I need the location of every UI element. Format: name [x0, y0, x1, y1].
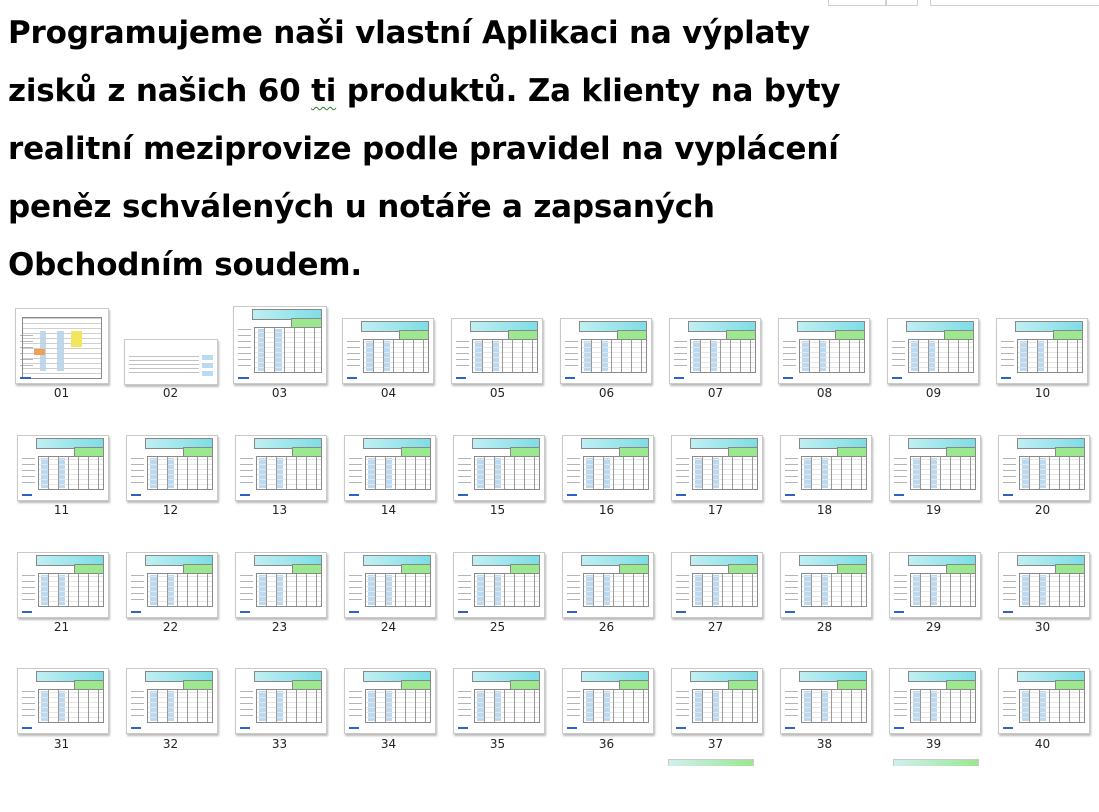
sheet-tbl: [583, 689, 650, 723]
sheet-rowlbl: [131, 575, 145, 605]
sheet-rowlbl: [785, 691, 799, 721]
sheet-rowlbl: [1001, 341, 1015, 371]
thumbnail-label: 24: [380, 620, 397, 634]
sheet-tbl: [254, 327, 322, 373]
sheet-rowlbl: [458, 575, 472, 605]
sheet-foot: [22, 727, 33, 729]
sheet-preview: [126, 435, 218, 501]
sheet-foot: [458, 727, 469, 729]
sheet-rowlbl: [565, 341, 579, 371]
sheet-foot: [20, 377, 31, 379]
sheet-preview: [344, 668, 436, 734]
sheet-tbl: [692, 689, 759, 723]
sheet-foot: [240, 494, 251, 496]
sheet-preview: [998, 435, 1090, 501]
sheet-preview: [342, 318, 434, 384]
sheet-preview: [780, 435, 872, 501]
sheet-tbl: [22, 317, 103, 379]
sheet-preview: [887, 318, 979, 384]
sheet-side: [202, 354, 213, 376]
sheet-rowlbl: [1003, 458, 1017, 488]
thumbnail-label: 01: [53, 386, 70, 400]
heading-line: realitní meziprovize podle pravidel na vyplácení: [8, 131, 839, 167]
sheet-rowlbl: [347, 341, 361, 371]
sheet-preview: [17, 435, 109, 501]
thumbnail-label: 16: [598, 503, 615, 517]
heading-line: peněz schválených u notáře a zapsaných: [8, 189, 715, 225]
sheet-tbl: [1019, 573, 1086, 607]
thumbnail-label: 30: [1034, 620, 1051, 634]
heading-line-part: zisků z našich 60: [8, 73, 312, 109]
sheet-tbl: [692, 573, 759, 607]
sheet-preview: [671, 552, 763, 618]
thumbnail-label: 13: [271, 503, 288, 517]
heading-line-part: produktů. Za klienty na byty: [336, 73, 841, 109]
sheet-rowlbl: [785, 575, 799, 605]
sheet-tbl: [801, 689, 868, 723]
sheet-foot: [458, 611, 469, 613]
sheet-tbl: [256, 456, 323, 490]
sheet-tbl: [365, 456, 432, 490]
sheet-rowlbl: [894, 575, 908, 605]
thumbnail-label: 36: [598, 737, 615, 751]
sheet-rowlbl: [456, 341, 470, 371]
sheet-rowlbl: [22, 691, 36, 721]
heading-line: Programujeme naši vlastní Aplikaci na výplaty: [8, 15, 810, 51]
sheet-rowlbl: [240, 575, 254, 605]
sheet-preview: [780, 552, 872, 618]
sheet-preview: [453, 435, 545, 501]
heading-line: Obchodním soudem.: [8, 247, 362, 283]
thumbnail-label: 08: [816, 386, 833, 400]
partial-thumbnail[interactable]: [893, 759, 979, 766]
sheet-rowlbl: [349, 458, 363, 488]
sheet-rowlbl: [676, 575, 690, 605]
sheet-tbl: [147, 689, 214, 723]
sheet-tbl: [129, 354, 199, 376]
thumbnail-label: 25: [489, 620, 506, 634]
sheet-foot: [676, 494, 687, 496]
sheet-foot: [458, 494, 469, 496]
sheet-foot: [240, 611, 251, 613]
thumbnail-label: 33: [271, 737, 288, 751]
spellcheck-word: ti: [311, 73, 337, 109]
sheet-tbl: [256, 689, 323, 723]
sheet-rowlbl: [349, 575, 363, 605]
thumbnail-label: 07: [707, 386, 724, 400]
sheet-tbl: [1017, 339, 1084, 373]
thumbnail-label: 26: [598, 620, 615, 634]
sheet-foot: [456, 377, 467, 379]
sheet-rowlbl: [238, 329, 252, 371]
thumbnail-label: 19: [925, 503, 942, 517]
thumbnail-label: 29: [925, 620, 942, 634]
thumbnail-label: 02: [162, 386, 179, 400]
sheet-preview: [235, 552, 327, 618]
sheet-tbl: [38, 689, 105, 723]
thumbnail-label: 21: [53, 620, 70, 634]
sheet-tbl: [147, 573, 214, 607]
sheet-rowlbl: [131, 458, 145, 488]
sheet-tbl: [581, 339, 648, 373]
sheet-preview: [453, 668, 545, 734]
sheet-foot: [674, 377, 685, 379]
sheet-preview: [453, 552, 545, 618]
thumbnail-label: 18: [816, 503, 833, 517]
sheet-preview: [233, 306, 327, 384]
sheet-tbl: [801, 456, 868, 490]
thumbnail-label: 05: [489, 386, 506, 400]
sheet-foot: [240, 727, 251, 729]
sheet-rowlbl: [458, 691, 472, 721]
sheet-tbl: [910, 689, 977, 723]
sheet-preview: [669, 318, 761, 384]
sheet-foot: [131, 727, 142, 729]
partial-thumbnail[interactable]: [668, 759, 754, 766]
sheet-rowlbl: [349, 691, 363, 721]
sheet-rowlbl: [676, 458, 690, 488]
sheet-tbl: [801, 573, 868, 607]
sheet-tbl: [690, 339, 757, 373]
sheet-foot: [349, 727, 360, 729]
sheet-preview: [344, 435, 436, 501]
sheet-foot: [22, 611, 33, 613]
sheet-preview: [17, 552, 109, 618]
sheet-foot: [785, 727, 796, 729]
thumbnail-label: 12: [162, 503, 179, 517]
sheet-foot: [785, 494, 796, 496]
sheet-preview: [451, 318, 543, 384]
sheet-preview: [562, 435, 654, 501]
sheet-foot: [238, 377, 249, 379]
sheet-org: [34, 349, 45, 355]
sheet-rowlbl: [458, 458, 472, 488]
sheet-rowlbl: [783, 341, 797, 371]
sheet-rowlbl: [1003, 575, 1017, 605]
sheet-preview: [996, 318, 1088, 384]
sheet-tbl: [365, 689, 432, 723]
sheet-foot: [22, 494, 33, 496]
thumbnail-label: 11: [53, 503, 70, 517]
sheet-foot: [567, 727, 578, 729]
thumbnail-label: 03: [271, 386, 288, 400]
sheet-tbl: [908, 339, 975, 373]
sheet-rowlbl: [567, 575, 581, 605]
sheet-tbl: [147, 456, 214, 490]
thumbnail-label: 31: [53, 737, 70, 751]
sheet-foot: [1003, 727, 1014, 729]
sheet-rowlbl: [22, 458, 36, 488]
thumbnail-label: 17: [707, 503, 724, 517]
sheet-preview: [235, 435, 327, 501]
sheet-preview: [126, 552, 218, 618]
sheet-rowlbl: [240, 691, 254, 721]
thumbnail-label: 27: [707, 620, 724, 634]
sheet-tbl: [474, 456, 541, 490]
sheet-tbl: [1019, 689, 1086, 723]
thumbnail-label: 37: [707, 737, 724, 751]
thumbnail-label: 38: [816, 737, 833, 751]
thumbnail-label: 23: [271, 620, 288, 634]
sheet-foot: [131, 494, 142, 496]
sheet-tbl: [583, 573, 650, 607]
thumbnail-label: 22: [162, 620, 179, 634]
sheet-foot: [567, 611, 578, 613]
thumbnail-label: 04: [380, 386, 397, 400]
sheet-rowlbl: [1003, 691, 1017, 721]
sheet-tbl: [474, 573, 541, 607]
sheet-foot: [1001, 377, 1012, 379]
sheet-rowlbl: [892, 341, 906, 371]
sheet-tbl: [38, 456, 105, 490]
sheet-foot: [894, 611, 905, 613]
sheet-preview: [671, 668, 763, 734]
sheet-preview: [124, 339, 218, 385]
sheet-tbl: [474, 689, 541, 723]
sheet-preview: [15, 308, 109, 384]
thumbnail-label: 10: [1034, 386, 1051, 400]
sheet-rowlbl: [894, 458, 908, 488]
thumbnail-label: 14: [380, 503, 397, 517]
sheet-rowlbl: [674, 341, 688, 371]
thumbnail-label: 15: [489, 503, 506, 517]
sheet-foot: [347, 377, 358, 379]
sheet-preview: [889, 435, 981, 501]
sheet-preview: [671, 435, 763, 501]
sheet-preview: [998, 552, 1090, 618]
sheet-tbl: [583, 456, 650, 490]
sheet-tbl: [910, 573, 977, 607]
thumbnail-label: 20: [1034, 503, 1051, 517]
sheet-foot: [785, 611, 796, 613]
thumbnail-label: 06: [598, 386, 615, 400]
sheet-preview: [889, 552, 981, 618]
thumbnail-label: 28: [816, 620, 833, 634]
sheet-preview: [562, 668, 654, 734]
thumbnail-label: 35: [489, 737, 506, 751]
sheet-rowlbl: [22, 575, 36, 605]
sheet-rowlbl: [676, 691, 690, 721]
sheet-rowlbl: [131, 691, 145, 721]
sheet-preview: [780, 668, 872, 734]
sheet-tbl: [692, 456, 759, 490]
sheet-preview: [126, 668, 218, 734]
sheet-foot: [676, 611, 687, 613]
thumbnail-label: 39: [925, 737, 942, 751]
sheet-foot: [1003, 494, 1014, 496]
sheet-foot: [676, 727, 687, 729]
sheet-foot: [1003, 611, 1014, 613]
thumbnail-label: 32: [162, 737, 179, 751]
thumbnail-label: 34: [380, 737, 397, 751]
sheet-preview: [562, 552, 654, 618]
sheet-tbl: [363, 339, 430, 373]
sheet-rowlbl: [785, 458, 799, 488]
sheet-yel: [71, 331, 82, 347]
sheet-tbl: [38, 573, 105, 607]
sheet-preview: [778, 318, 870, 384]
sheet-preview: [998, 668, 1090, 734]
sheet-tbl: [472, 339, 539, 373]
sheet-preview: [889, 668, 981, 734]
sheet-foot: [131, 611, 142, 613]
sheet-rowlbl: [567, 691, 581, 721]
sheet-foot: [565, 377, 576, 379]
sheet-tbl: [256, 573, 323, 607]
sheet-preview: [17, 668, 109, 734]
sheet-foot: [894, 727, 905, 729]
sheet-tbl: [799, 339, 866, 373]
thumbnail-label: 40: [1034, 737, 1051, 751]
sheet-rowlbl: [894, 691, 908, 721]
sheet-preview: [560, 318, 652, 384]
sheet-rowlbl: [567, 458, 581, 488]
sheet-foot: [894, 494, 905, 496]
sheet-preview: [235, 668, 327, 734]
sheet-tbl: [1019, 456, 1086, 490]
sheet-rowlbl: [240, 458, 254, 488]
sheet-foot: [783, 377, 794, 379]
sheet-tbl: [365, 573, 432, 607]
sheet-tbl: [910, 456, 977, 490]
thumbnail-label: 09: [925, 386, 942, 400]
sheet-foot: [349, 494, 360, 496]
sheet-foot: [892, 377, 903, 379]
sheet-foot: [349, 611, 360, 613]
sheet-preview: [344, 552, 436, 618]
sheet-foot: [567, 494, 578, 496]
